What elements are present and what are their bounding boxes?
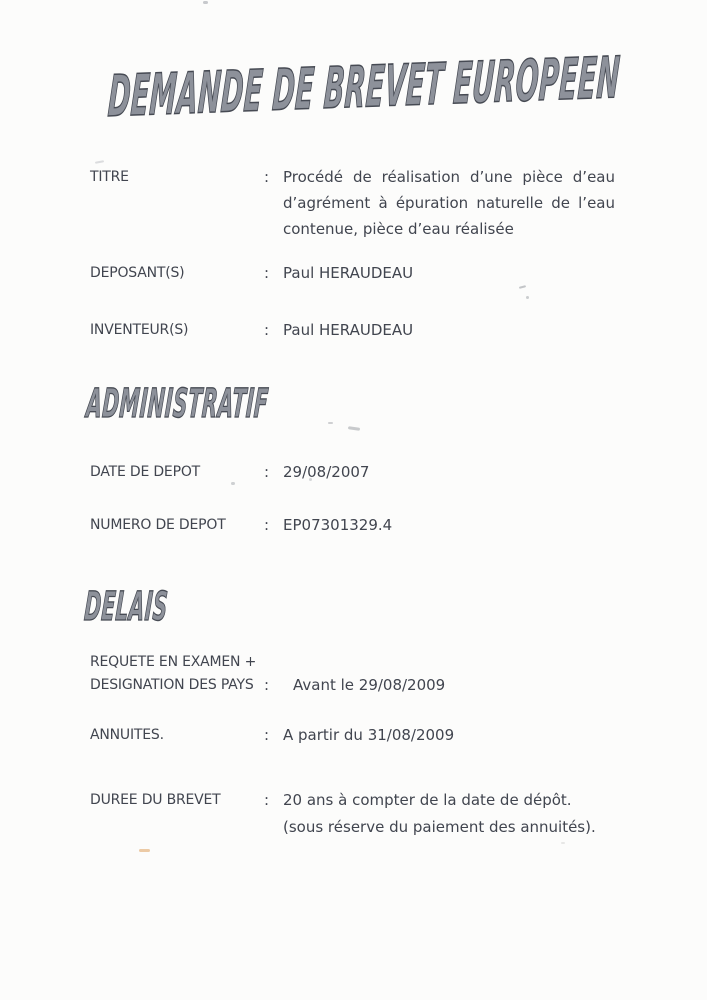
field-row-titre xyxy=(90,164,650,238)
section-heading-delais: DELAIS xyxy=(82,584,170,630)
colon-separator: : xyxy=(264,791,270,809)
requete-label-line-1: REQUETE EN EXAMEN + xyxy=(90,654,257,670)
colon-separator: : xyxy=(264,463,270,481)
field-label-deposant: DEPOSANT(S) xyxy=(90,265,185,281)
field-value-titre xyxy=(283,164,623,242)
field-row-annuites xyxy=(90,722,650,748)
colon-separator: : xyxy=(264,676,270,694)
field-value-inventeur: Paul HERAUDEAU xyxy=(283,321,414,339)
field-row-date-depot xyxy=(90,459,650,485)
field-value-duree-brevet xyxy=(283,787,623,841)
titre-line-1: Procédé de réalisation d’une pièce d’eau xyxy=(283,168,615,186)
field-label-titre: TITRE xyxy=(90,169,129,185)
field-value-requete-examen: Avant le 29/08/2009 xyxy=(293,676,446,694)
field-row-numero-depot xyxy=(90,512,650,538)
field-value-date-depot: 29/08/2007 xyxy=(283,463,370,481)
scan-speck xyxy=(519,285,526,289)
titre-line-3: contenue, pièce d’eau réalisée xyxy=(283,220,514,238)
duree-line-1: 20 ans à compter de la date de dépôt. xyxy=(283,791,572,809)
titre-line-2: d’agrément à épuration naturelle de l’eau xyxy=(283,194,615,212)
scan-speck xyxy=(526,296,529,299)
field-value-deposant: Paul HERAUDEAU xyxy=(283,264,414,282)
colon-separator: : xyxy=(264,264,270,282)
scan-speck xyxy=(139,849,150,852)
field-label-annuites: ANNUITES. xyxy=(90,727,164,743)
scan-speck xyxy=(203,1,208,4)
scan-speck xyxy=(328,422,333,424)
scan-speck xyxy=(348,426,360,431)
field-label-duree-brevet: DUREE DU BREVET xyxy=(90,792,221,808)
field-value-numero-depot: EP07301329.4 xyxy=(283,516,393,534)
colon-separator: : xyxy=(264,168,270,186)
scan-speck xyxy=(561,842,565,844)
field-label-inventeur: INVENTEUR(S) xyxy=(90,322,189,338)
colon-separator: : xyxy=(264,726,270,744)
requete-label-line-2: DESIGNATION DES PAYS xyxy=(90,677,254,693)
scan-speck xyxy=(309,478,312,481)
section-heading-administratif: ADMINISTRATIF xyxy=(84,381,271,427)
field-row-duree-brevet xyxy=(90,787,650,836)
colon-separator: : xyxy=(264,321,270,339)
field-row-requete-examen xyxy=(90,651,650,697)
duree-line-2: (sous réserve du paiement des annuités). xyxy=(283,818,596,836)
field-value-annuites: A partir du 31/08/2009 xyxy=(283,726,455,744)
field-label-numero-depot: NUMERO DE DEPOT xyxy=(90,517,226,533)
colon-separator: : xyxy=(264,516,270,534)
scan-speck xyxy=(231,482,235,485)
field-row-deposant xyxy=(90,260,650,286)
field-label-date-depot: DATE DE DEPOT xyxy=(90,464,200,480)
field-row-inventeur xyxy=(90,317,650,343)
main-title: DEMANDE DE BREVET EUROPEEN xyxy=(106,45,622,130)
